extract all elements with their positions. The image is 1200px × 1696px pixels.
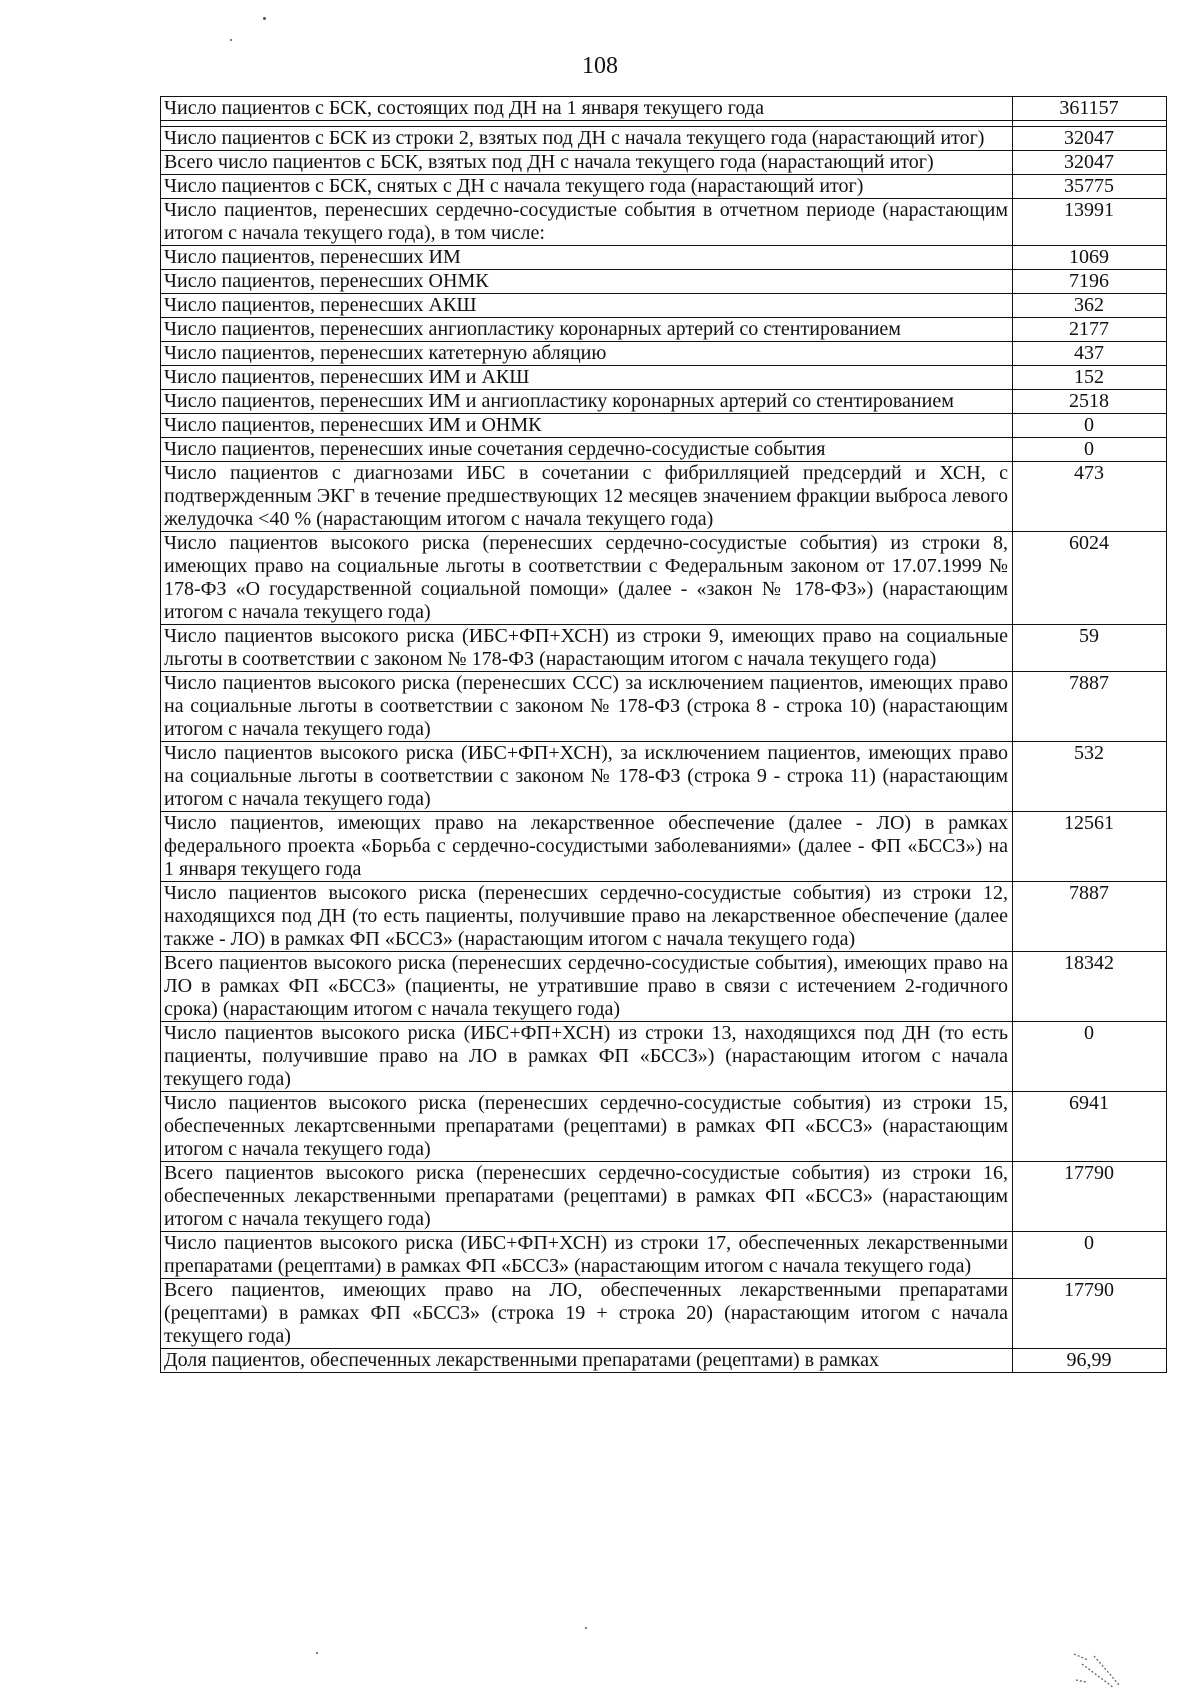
table-row: [161, 1162, 1167, 1232]
row-value: 32047: [1013, 151, 1167, 175]
row-label: Число пациентов высокого риска (ИБС+ФП+ХСН) из строки 13, находящихся под ДН (то есть пациенты, получившие право на ЛО в рамках ФП «БССЗ») (нарастающим итогом с начала текущего года): [161, 1022, 1013, 1092]
table-row: [161, 294, 1167, 318]
row-label: Число пациентов с БСК из строки 2, взятых под ДН с начала текущего года (нарастающий итог): [161, 127, 1013, 151]
table-row: [161, 414, 1167, 438]
row-label: Число пациентов высокого риска (перенесших сердечно-сосудистые события) из строки 12, находящихся под ДН (то есть пациенты, получившие право на лекарственное обеспечение (далее также - ЛО) в рамках ФП «БССЗ» (нарастающим итогом с начала текущего года): [161, 882, 1013, 952]
row-value: 362: [1013, 294, 1167, 318]
table-row: [161, 199, 1167, 246]
row-value: 532: [1013, 742, 1167, 812]
row-value: 0: [1013, 1022, 1167, 1092]
table-row: [161, 1349, 1167, 1373]
statistics-table: [160, 96, 1167, 1373]
row-value: 361157: [1013, 97, 1167, 121]
row-value: 2518: [1013, 390, 1167, 414]
table-row: [161, 1232, 1167, 1279]
row-value: 59: [1013, 625, 1167, 672]
row-label: Всего число пациентов с БСК, взятых под ДН с начала текущего года (нарастающий итог): [161, 151, 1013, 175]
row-label: Всего пациентов высокого риска (перенесших сердечно-сосудистые события) из строки 16, обеспеченных лекарственными препаратами (рецептами) в рамках ФП «БССЗ» (нарастающим итогом с начала текущего года): [161, 1162, 1013, 1232]
row-value: 13991: [1013, 199, 1167, 246]
row-value: 1069: [1013, 246, 1167, 270]
row-value: 18342: [1013, 952, 1167, 1022]
scan-speck: [585, 1627, 587, 1629]
table-row: [161, 882, 1167, 952]
table-row: [161, 270, 1167, 294]
table-row: [161, 390, 1167, 414]
row-value: 17790: [1013, 1162, 1167, 1232]
row-value: 0: [1013, 1232, 1167, 1279]
row-value: 17790: [1013, 1279, 1167, 1349]
table-row: [161, 952, 1167, 1022]
row-label: Число пациентов с диагнозами ИБС в сочетании с фибрилляцией предсердий и ХСН, с подтвержденным ЭКГ в течение предшествующих 12 месяцев значением фракции выброса левого желудочка <40 % (нарастающим итогом с начала текущего года): [161, 462, 1013, 532]
row-label: Всего пациентов высокого риска (перенесших сердечно-сосудистые события), имеющих право на ЛО в рамках ФП «БССЗ» (пациенты, не утратившие право в связи с истечением 2-годичного срока) (нарастающим итогом с начала текущего года): [161, 952, 1013, 1022]
row-label: Число пациентов, перенесших ИМ и АКШ: [161, 366, 1013, 390]
row-label: Число пациентов, перенесших АКШ: [161, 294, 1013, 318]
row-value: 473: [1013, 462, 1167, 532]
row-label: Число пациентов, имеющих право на лекарственное обеспечение (далее - ЛО) в рамках федерального проекта «Борьба с сердечно-сосудистыми заболеваниями» (далее - ФП «БССЗ») на 1 января текущего года: [161, 812, 1013, 882]
row-value: 12561: [1013, 812, 1167, 882]
row-value: 6024: [1013, 532, 1167, 625]
table-row: [161, 742, 1167, 812]
row-label: Число пациентов с БСК, снятых с ДН с начала текущего года (нарастающий итог): [161, 175, 1013, 199]
row-value: 32047: [1013, 127, 1167, 151]
table-row: [161, 342, 1167, 366]
row-value: 7196: [1013, 270, 1167, 294]
table-row: [161, 532, 1167, 625]
table-row: [161, 151, 1167, 175]
row-value: 7887: [1013, 672, 1167, 742]
row-label: Доля пациентов, обеспеченных лекарственными препаратами (рецептами) в рамках: [161, 1349, 1013, 1373]
row-value: 437: [1013, 342, 1167, 366]
row-value: 152: [1013, 366, 1167, 390]
row-value: 0: [1013, 438, 1167, 462]
row-value: 35775: [1013, 175, 1167, 199]
table-row: [161, 812, 1167, 882]
page-number: 108: [582, 53, 618, 79]
row-label: Число пациентов, перенесших ангиопластику коронарных артерий со стентированием: [161, 318, 1013, 342]
table-row: [161, 246, 1167, 270]
row-label: Всего пациентов, имеющих право на ЛО, обеспеченных лекарственными препаратами (рецептами) в рамках ФП «БССЗ» (строка 19 + строка 20) (нарастающим итогом с начала текущего года): [161, 1279, 1013, 1349]
table-row: [161, 127, 1167, 151]
scan-speck: [316, 1652, 318, 1654]
table-row: [161, 625, 1167, 672]
row-value: 6941: [1013, 1092, 1167, 1162]
table-row: [161, 318, 1167, 342]
row-label: Число пациентов высокого риска (перенесших сердечно-сосудистые события) из строки 8, имеющих право на социальные льготы в соответствии с Федеральным законом от 17.07.1999 № 178-ФЗ «О государственной социальной помощи» (далее - «закон № 178-ФЗ») (нарастающим итогом с начала текущего года): [161, 532, 1013, 625]
table-row: [161, 672, 1167, 742]
row-label: Число пациентов высокого риска (перенесших ССС) за исключением пациентов, имеющих право на социальные льготы в соответствии с законом № 178-ФЗ (строка 8 - строка 10) (нарастающим итогом с начала текущего года): [161, 672, 1013, 742]
scan-speck: [230, 39, 232, 41]
row-label: Число пациентов, перенесших ОНМК: [161, 270, 1013, 294]
table-row: [161, 1279, 1167, 1349]
pen-mark: [1068, 1650, 1128, 1694]
row-value: 0: [1013, 414, 1167, 438]
row-label: Число пациентов высокого риска (ИБС+ФП+ХСН), за исключением пациентов, имеющих право на социальные льготы в соответствии с законом № 178-ФЗ (строка 9 - строка 11) (нарастающим итогом с начала текущего года): [161, 742, 1013, 812]
row-label: Число пациентов высокого риска (перенесших сердечно-сосудистые события) из строки 15, обеспеченных лекартсвенными препаратами (рецептами) в рамках ФП «БССЗ» (нарастающим итогом с начала текущего года): [161, 1092, 1013, 1162]
row-label: Число пациентов, перенесших ИМ и ангиопластику коронарных артерий со стентированием: [161, 390, 1013, 414]
table-row: [161, 438, 1167, 462]
row-label: Число пациентов с БСК, состоящих под ДН на 1 января текущего года: [161, 97, 1013, 121]
row-label: Число пациентов, перенесших ИМ: [161, 246, 1013, 270]
row-value: 2177: [1013, 318, 1167, 342]
table-row: [161, 1092, 1167, 1162]
row-value: 96,99: [1013, 1349, 1167, 1373]
table-row: [161, 175, 1167, 199]
row-label: Число пациентов, перенесших иные сочетания сердечно-сосудистые события: [161, 438, 1013, 462]
row-label: Число пациентов, перенесших ИМ и ОНМК: [161, 414, 1013, 438]
row-label: Число пациентов, перенесших сердечно-сосудистые события в отчетном периоде (нарастающим итогом с начала текущего года), в том числе:: [161, 199, 1013, 246]
row-label: Число пациентов, перенесших катетерную абляцию: [161, 342, 1013, 366]
scan-speck: [263, 17, 266, 20]
table-row: [161, 1022, 1167, 1092]
row-value: 7887: [1013, 882, 1167, 952]
table-row: [161, 366, 1167, 390]
row-label: Число пациентов высокого риска (ИБС+ФП+ХСН) из строки 17, обеспеченных лекарственными препаратами (рецептами) в рамках ФП «БССЗ» (нарастающим итогом с начала текущего года): [161, 1232, 1013, 1279]
table-row: [161, 97, 1167, 121]
table-row: [161, 462, 1167, 532]
row-label: Число пациентов высокого риска (ИБС+ФП+ХСН) из строки 9, имеющих право на социальные льготы в соответствии с законом № 178-ФЗ (нарастающим итогом с начала текущего года): [161, 625, 1013, 672]
